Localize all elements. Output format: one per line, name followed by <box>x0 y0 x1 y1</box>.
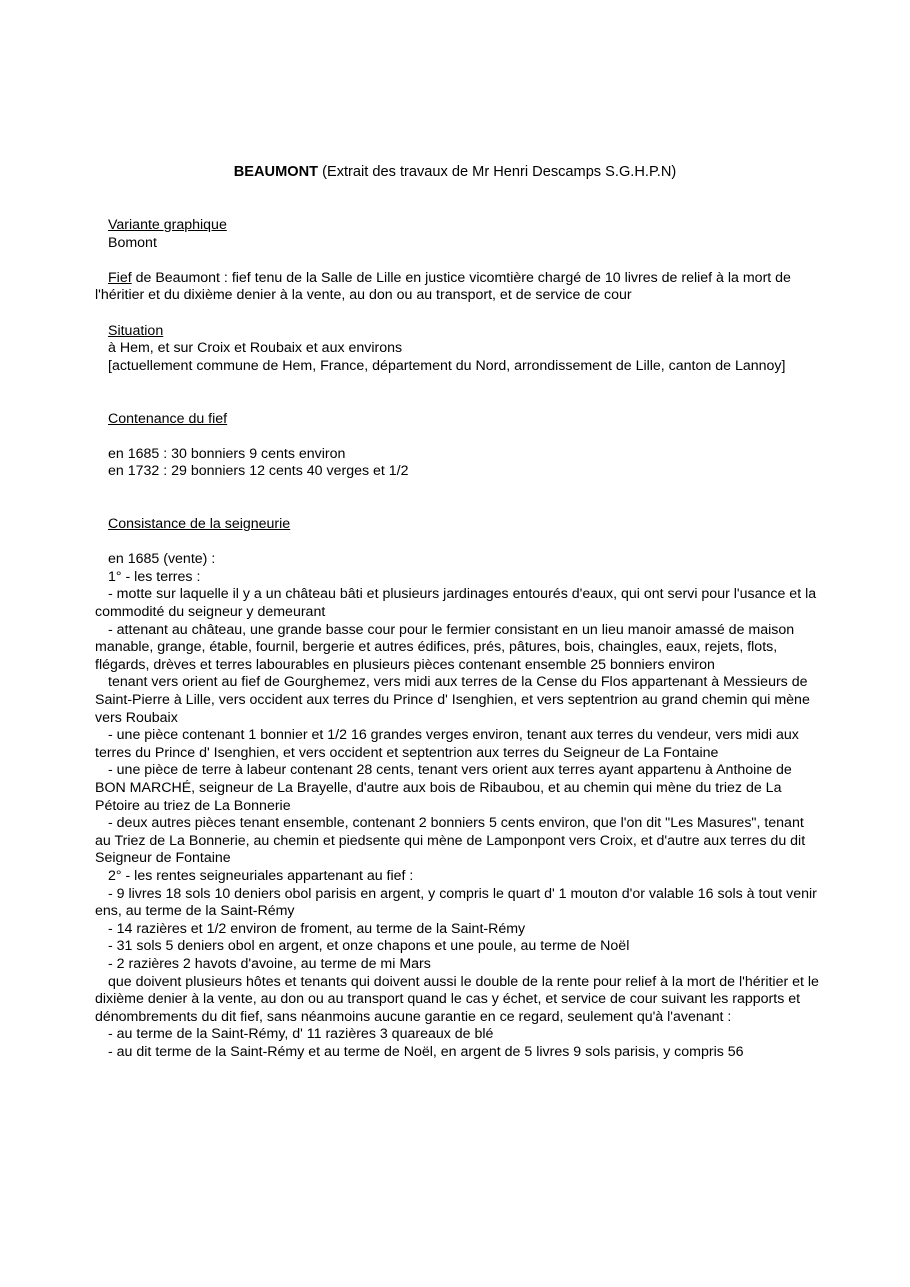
consistance-line: - au terme de la Saint-Rémy, d' 11 razières 3 quareaux de blé <box>108 1026 494 1043</box>
variante-value: Bomont <box>108 234 157 251</box>
contenance-line: en 1685 : 30 bonniers 9 cents environ <box>108 445 346 462</box>
consistance-line: 1° - les terres : <box>108 568 201 585</box>
consistance-line: - 14 razières et 1/2 environ de froment, au terme de la Saint-Rémy <box>108 920 526 937</box>
situation-heading: Situation <box>108 322 164 339</box>
consistance-line: - au dit terme de la Saint-Rémy et au terme de Noël, en argent de 5 livres 9 sols parisis, y compris 56 <box>108 1043 744 1060</box>
contenance-heading: Contenance du fief <box>108 410 228 427</box>
title-source: (Extrait des travaux de Mr Henri Descamps S.G.H.P.N) <box>318 164 677 180</box>
document-title <box>0 164 910 182</box>
title-name: BEAUMONT <box>233 164 319 180</box>
consistance-line: - attenant au château, une grande basse cour pour le fermier consistant en un lieu manoir amassé de maison manable, grange, étable, fournil, bergerie et autres édifices, prés, pâtures, bois, chaingles, eaux, rejets, flots, flégards, drèves et terres labourables en plusieurs pièces contenant ensemble 25 bonniers environ <box>95 621 795 673</box>
consistance-line: que doivent plusieurs hôtes et tenants qui doivent aussi le double de la rente pour relief à la mort de l'héritier et le dixième denier à la vente, au don ou au transport quand le cas y échet, et service de cour suivant les rapports et dénombrements du dit fief, sans néanmoins aucune garantie en ce regard, seulement qu'à l'avenant : <box>95 973 819 1025</box>
consistance-line: tenant vers orient au fief de Gourghemez, vers midi aux terres de la Cense du Flos appartenant à Messieurs de Saint-Pierre à Lille, vers occident aux terres du Prince d' Isenghien, et vers septentrion au grand chemin qui mène vers Roubaix <box>95 674 810 726</box>
contenance-line: en 1732 : 29 bonniers 12 cents 40 verges et 1/2 <box>108 463 409 480</box>
variante-heading: Variante graphique <box>108 217 227 233</box>
document-body <box>95 217 820 1062</box>
fief-paragraph <box>95 270 820 305</box>
consistance-line: 2° - les rentes seigneuriales appartenant au fief : <box>108 867 414 884</box>
consistance-line: - 31 sols 5 deniers obol en argent, et onze chapons et une poule, au terme de Noël <box>108 938 630 955</box>
consistance-line: en 1685 (vente) : <box>108 551 216 568</box>
fief-text: de Beaumont : fief tenu de la Salle de Lille en justice vicomtière chargé de 10 livres de relief à la mort de l'héritier et du dixième denier à la vente, au don ou au transport, et de service de cour <box>95 269 791 304</box>
consistance-line: - une pièce contenant 1 bonnier et 1/2 16 grandes verges environ, tenant aux terres du vendeur, vers midi aux terres du Prince d' Isenghien, et vers occident et septentrion aux terres du Seigneur de La Fontaine <box>95 727 799 761</box>
situation-line: à Hem, et sur Croix et Roubaix et aux environs <box>108 340 403 357</box>
fief-label: Fief <box>108 269 132 286</box>
situation-line: [actuellement commune de Hem, France, département du Nord, arrondissement de Lille, canton de Lannoy] <box>108 357 786 374</box>
consistance-line: - deux autres pièces tenant ensemble, contenant 2 bonniers 5 cents environ, que l'on dit "Les Masures", tenant au Triez de La Bonnerie, au chemin et piedsente qui mène de Lamponpont vers Croix, et d'autre aux terres du dit Seigneur de Fontaine <box>95 815 806 867</box>
consistance-line: - 2 razières 2 havots d'avoine, au terme de mi Mars <box>108 955 431 972</box>
consistance-line: - une pièce de terre à labeur contenant 28 cents, tenant vers orient aux terres ayant appartenu à Anthoine de BON MARCHÉ, seigneur de La Brayelle, d'autre aux bois de Ribaubou, et au chemin qui mène du triez de La Pétoire au triez de La Bonnerie <box>95 762 792 814</box>
consistance-line: - 9 livres 18 sols 10 deniers obol parisis en argent, y compris le quart d' 1 mouton d'or valable 16 sols à tout venir ens, au terme de la Saint-Rémy <box>95 885 817 920</box>
consistance-heading: Consistance de la seigneurie <box>108 516 291 533</box>
consistance-line: - motte sur laquelle il y a un château bâti et plusieurs jardinages entourés d'eaux, qui ont servi pour l'usance et la commodité du seigneur y demeurant <box>95 586 817 621</box>
